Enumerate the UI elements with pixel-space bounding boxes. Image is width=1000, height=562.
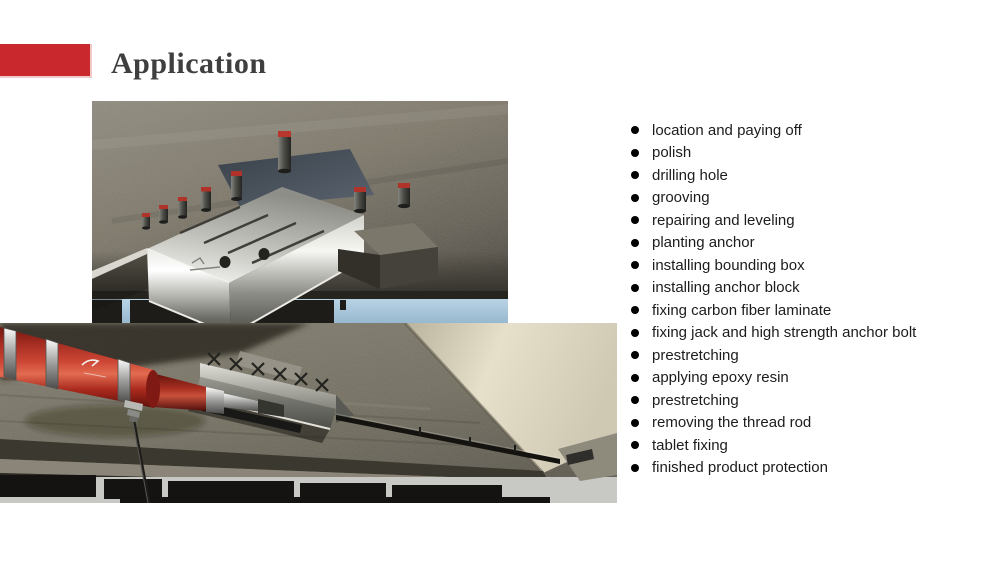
bullet-icon [631,216,639,224]
list-item [631,412,916,435]
bullet-icon [631,419,639,427]
bullet-icon [631,126,639,134]
step-label: location and paying off [652,121,802,139]
list-item [631,389,916,412]
hydraulic-jack-render [0,323,617,503]
step-label: fixing carbon fiber laminate [652,301,832,319]
list-item [631,164,916,187]
bullet-icon [631,396,639,404]
bullet-icon [631,441,639,449]
anchor-bolt [142,213,150,230]
list-item [631,434,916,457]
list-item [631,299,916,322]
bullet-icon [631,261,639,269]
list-item [631,457,916,480]
bullet-icon [631,194,639,202]
step-label: prestretching [652,391,739,409]
step-label: prestretching [652,346,739,364]
figure-anchor-block-soffit [92,101,508,323]
list-item [631,367,916,390]
step-label: drilling hole [652,166,728,184]
bullet-icon [631,329,639,337]
step-label: polish [652,144,692,162]
bullet-icon [631,239,639,247]
step-label: grooving [652,189,710,207]
title-accent-bar [0,44,92,78]
step-label: finished product protection [652,459,828,477]
list-item [631,119,916,142]
figure-hydraulic-jack-beam [0,323,617,503]
list-item [631,344,916,367]
step-label: repairing and leveling [652,211,795,229]
list-item [631,254,916,277]
list-item [631,142,916,165]
bullet-icon [631,149,639,157]
step-label: removing the thread rod [652,414,812,432]
bullet-icon [631,464,639,472]
step-label: installing bounding box [652,256,805,274]
bullet-icon [631,171,639,179]
step-label: applying epoxy resin [652,369,789,387]
bullet-icon [631,306,639,314]
bullet-icon [631,351,639,359]
list-item [631,187,916,210]
list-item [631,322,916,345]
page-title: Application [111,47,267,80]
step-label: installing anchor block [652,279,800,297]
step-label: planting anchor [652,234,755,252]
bullet-icon [631,284,639,292]
list-item [631,209,916,232]
anchor-block-render [92,101,508,323]
list-item [631,277,916,300]
list-item [631,232,916,255]
step-label: fixing jack and high strength anchor bolt [652,324,917,342]
bullet-icon [631,374,639,382]
application-steps-list [631,119,916,479]
step-label: tablet fixing [652,436,728,454]
